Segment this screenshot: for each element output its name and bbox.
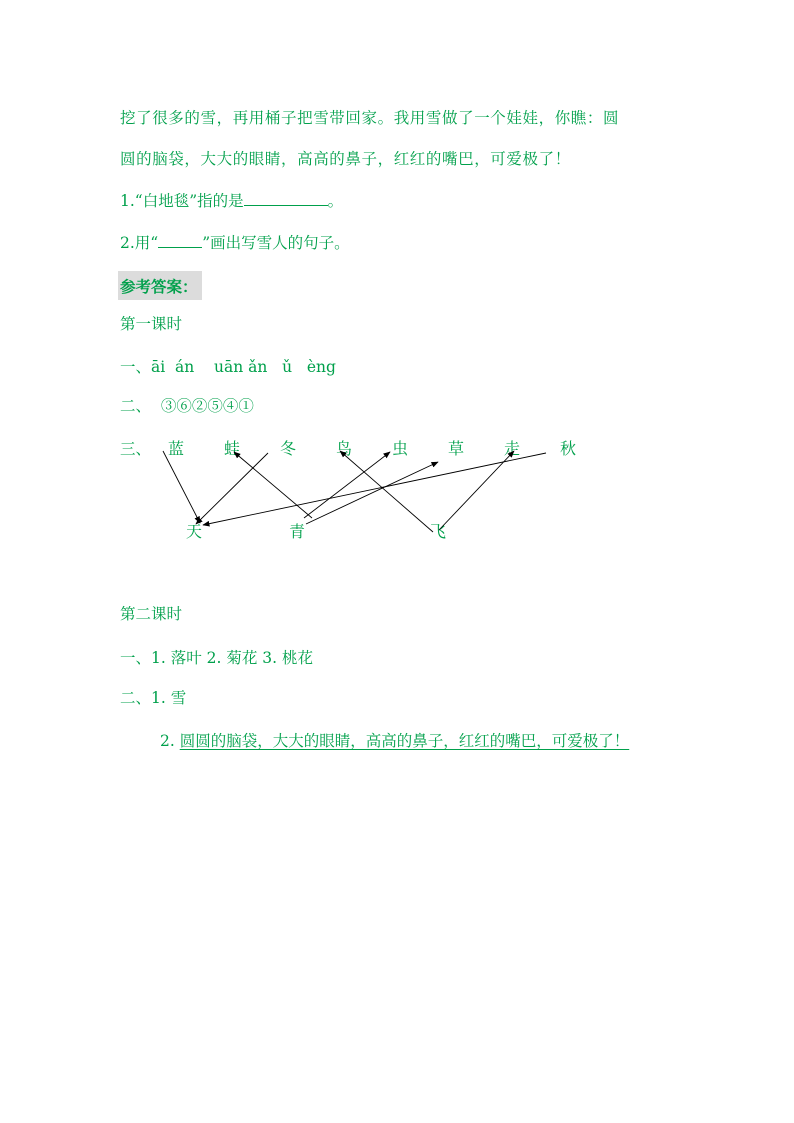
arrow-qing-to-wa: [234, 452, 312, 518]
lesson-2-part-1: 一、1. 落叶 2. 菊花 3. 桃花: [120, 649, 314, 667]
question-1-text: 1.“白地毯”指的是: [120, 192, 244, 210]
arrow-fei-to-niao: [340, 451, 433, 532]
match-word-chong: 虫: [392, 439, 409, 458]
match-word-qing: 青: [289, 522, 306, 541]
passage-line-2: 圆的脑袋，大大的眼睛，高高的鼻子，红红的嘴巴，可爱极了！: [120, 150, 571, 168]
match-word-dong: 冬: [280, 439, 297, 458]
lesson-2-title: 第二课时: [120, 605, 183, 623]
lesson-1-part-3-label: 三、: [120, 440, 152, 458]
arrow-lan-to-tian: [163, 451, 200, 523]
lesson-2-part-2-item-2: [160, 731, 629, 751]
question-2-end: ”画出写雪人的句子。: [202, 234, 350, 252]
match-word-fei: 飞: [430, 522, 447, 541]
question-1-end: 。: [327, 192, 344, 210]
answers-heading-text: 参考答案：: [118, 271, 202, 300]
arrow-qing-to-cao: [306, 462, 438, 524]
match-word-niao: 鸟: [336, 439, 353, 458]
lesson-2-part-2: 二、1. 雪: [120, 689, 187, 707]
lesson-1-part-2: 二、 ③⑥②⑤④①: [120, 397, 254, 415]
question-2-text: 2.用“: [120, 234, 159, 252]
lesson-2-item-2-number: 2.: [160, 732, 180, 750]
lesson-1-title: 第一课时: [120, 315, 183, 333]
lesson-2-item-2-answer: 圆圆的脑袋，大大的眼睛，高高的鼻子，红红的嘴巴，可爱极了！: [179, 732, 630, 750]
arrow-qing-to-chong: [304, 452, 390, 518]
arrow-fei-to-zou: [439, 451, 514, 530]
lesson-1-part-1: 一、āi án uān ǎn ǔ èng: [120, 358, 336, 376]
match-word-cao: 草: [448, 439, 465, 458]
match-word-wa: 蛙: [224, 439, 241, 458]
match-word-tian: 天: [186, 522, 203, 541]
passage-line-1: 挖了很多的雪，再用桶子把雪带回家。我用雪做了一个娃娃，你瞧：圆: [120, 109, 620, 127]
match-word-zou: 走: [504, 439, 521, 458]
match-word-qiu: 秋: [560, 439, 577, 458]
match-word-lan: 蓝: [168, 439, 185, 458]
